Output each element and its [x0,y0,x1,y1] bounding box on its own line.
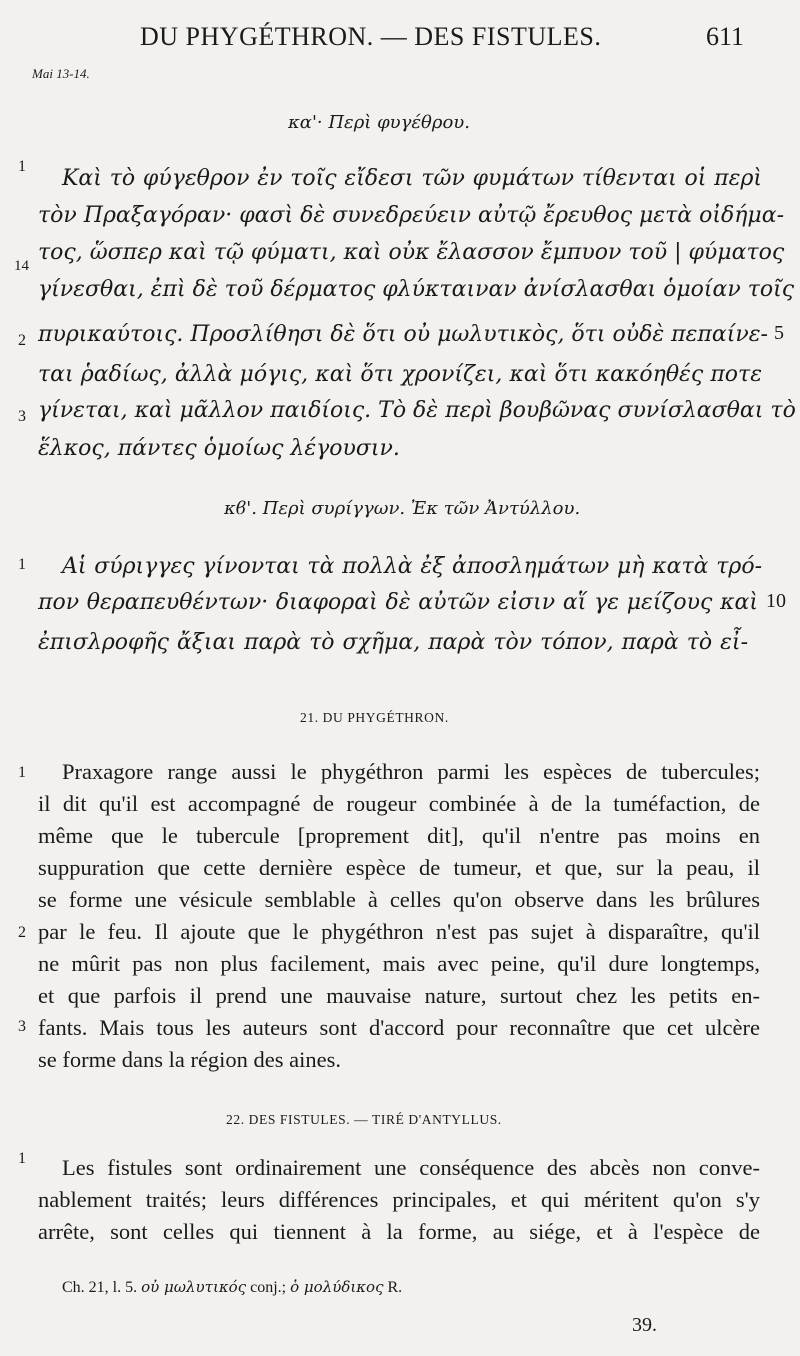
french-line: et que parfois il prend une mauvaise nature, surtout chez les petits en- [38,983,760,1008]
french-line: ne mûrit pas non plus facilement, mais avec peine, qu'il dure longtemps, [38,951,760,976]
greek-line: τὸν Πραξαγόραν· φασὶ δὲ συνεδρεύειν αὐτῷ ἔρευθος μετὰ οἰδήμα- [38,203,785,228]
french-heading-2: 22. DES FISTULES. — TIRÉ D'ANTYLLUS. [226,1112,502,1127]
french-line: suppuration que cette dernière espèce de tumeur, et que, sur la peau, il [38,855,760,880]
greek-line: Καὶ τὸ φύγεθρον ἐν τοῖς εἴδεσι τῶν φυμάτων τίθενται οἱ περὶ [62,166,762,191]
line-number: 5 [774,322,784,344]
greek-line: ἐπισλροφῆς ἄξιαι παρὰ τὸ σχῆμα, παρὰ τὸν τόπον, παρὰ τὸ εἶ- [38,630,748,655]
page-number: 611 [706,22,745,51]
margin-number: 1 [18,1150,26,1167]
french-line: même que le tubercule [proprement dit], qu'il n'entre pas moins en [38,823,760,848]
footnote-middle: conj.; [250,1279,287,1296]
footnote [62,1278,402,1297]
french-line: arrête, sont celles qui tiennent à la forme, au siége, et à l'espèce de [38,1219,760,1244]
footnote-source: R. [387,1279,403,1296]
line-number: 10 [766,590,786,612]
margin-number: 1 [18,556,26,573]
french-line: il dit qu'il est accompagné de rougeur combinée à de la tuméfaction, de [38,791,760,816]
french-heading-1: 21. DU PHYGÉTHRON. [300,710,449,725]
greek-line: πυρικαύτοις. Προσλίθησι δὲ ὅτι οὐ μωλυτικὸς, ὅτι οὐδὲ πεπαίνε- [38,322,768,347]
greek-heading-2: κϐ'. Περὶ συρίγγων. Ἐκ τῶν Ἀντύλλου. [224,498,581,519]
footnote-greek-conjecture: οὐ μωλυτικός [141,1278,247,1296]
french-line: se forme une vésicule semblable à celles qu'on observe dans les brûlures [38,887,760,912]
french-line: Les fistules sont ordinairement une conséquence des abcès non conve- [62,1155,760,1180]
greek-line: γίνεται, καὶ μᾶλλον παιδίοις. Τὸ δὲ περὶ βουβῶνας συνίσλασθαι τὸ [38,398,796,423]
margin-number: 3 [18,1018,26,1035]
french-line: se forme dans la région des aines. [38,1047,342,1072]
running-title: DU PHYGÉTHRON. — DES FISTULES. [140,22,602,51]
french-line: par le feu. Il ajoute que le phygéthron n'est pas sujet à disparaître, qu'il [38,919,760,944]
greek-line: Αἱ σύριγγες γίνονται τὰ πολλὰ ἐξ ἀποσλημάτων μὴ κατὰ τρό- [62,554,762,579]
greek-line: ἕλκος, πάντες ὁμοίως λέγουσιν. [38,436,400,461]
margin-number: 1 [18,764,26,781]
greek-heading-1: κα'· Περὶ φυγέθρου. [288,112,470,133]
margin-number: 3 [18,408,26,425]
greek-line: τος, ὥσπερ καὶ τῷ φύματι, καὶ οὐκ ἔλασσον ἔμπυον τοῦ | φύματος [38,240,785,265]
date-note: Mai 13-14. [32,66,90,81]
french-line: Praxagore range aussi le phygéthron parmi les espèces de tubercules; [62,759,760,784]
margin-number: 1 [18,158,26,175]
footnote-greek-reading: ὁ μολύδικος [290,1278,384,1296]
greek-line: πον θεραπευθέντων· διαφοραὶ δὲ αὐτῶν εἰσιν αἵ γε μείζους καὶ [38,590,758,615]
margin-number: 2 [18,332,26,349]
margin-number: 14 [14,258,29,274]
footnote-label: Ch. 21, l. 5. [62,1279,138,1296]
margin-number: 2 [18,924,26,941]
greek-line: ται ῥαδίως, ἀλλὰ μόγις, καὶ ὅτι χρονίζει, καὶ ὅτι κακόηθές ποτε [38,362,762,387]
french-line: fants. Mais tous les auteurs sont d'accord pour reconnaître que cet ulcère [38,1015,760,1040]
greek-line: γίνεσθαι, ἐπὶ δὲ τοῦ δέρματος φλύκταιναν ἀνίσλασθαι ὁμοίαν τοῖς [38,277,795,302]
french-line: nablement traités; leurs différences principales, et qui méritent qu'on s'y [38,1187,760,1212]
signature-mark: 39. [632,1314,657,1336]
